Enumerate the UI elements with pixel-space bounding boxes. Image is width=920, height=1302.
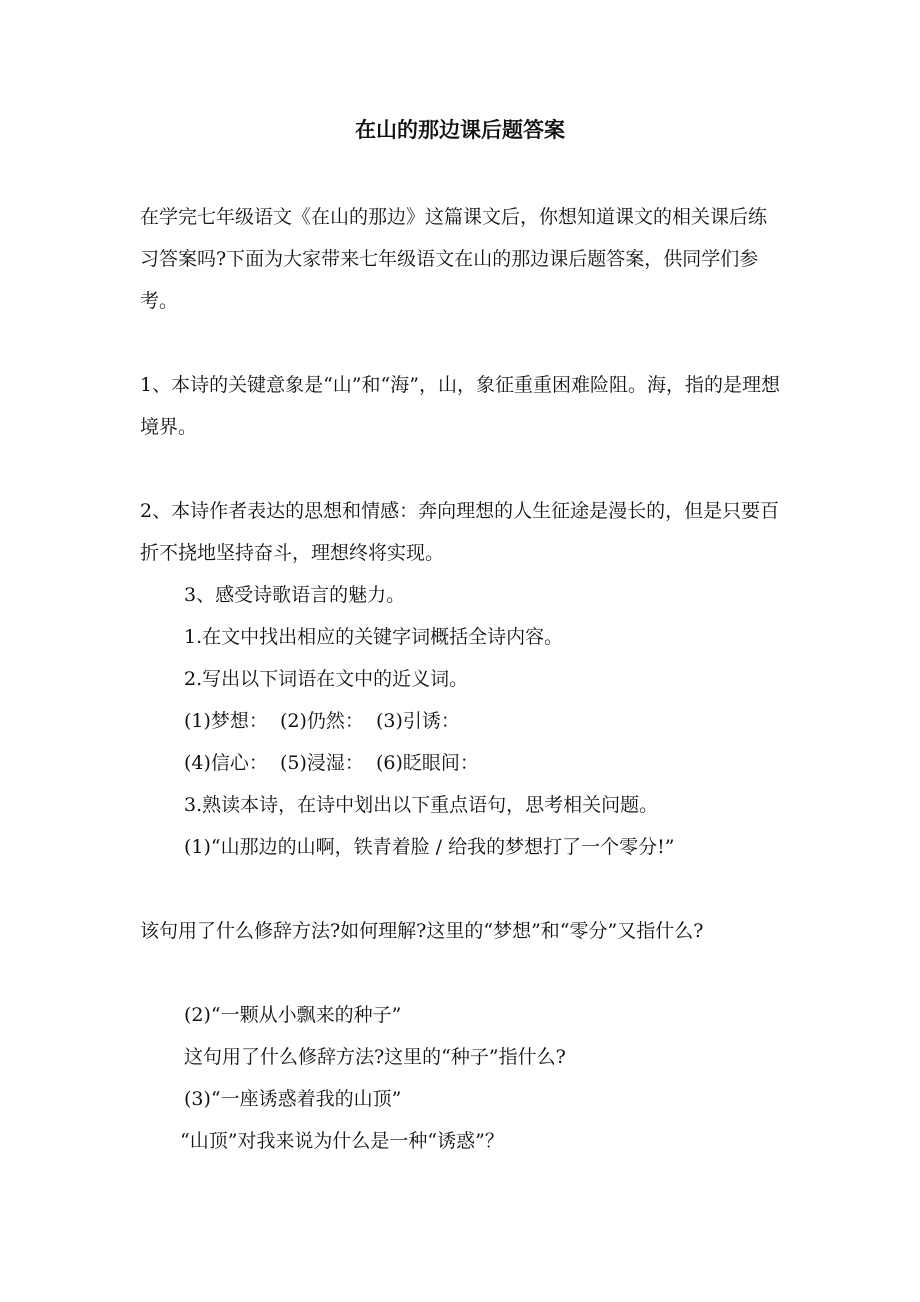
task-1-text: 1.在文中找出相应的关键字词概括全诗内容。 [184, 626, 564, 648]
intro-paragraph: 在学完七年级语文《在山的那边》这篇课文后，你想知道课文的相关课后练习答案吗?下面为大家带来七年级语文在山的那边课后题答案，供同学们参考。 [140, 206, 768, 312]
quote-1-text: (1)“山那边的山啊，铁青着脸 / 给我的梦想打了一个零分!” [184, 836, 675, 858]
task-2-text: 2.写出以下词语在文中的近义词。 [184, 668, 469, 690]
synonym-words-row-1: (1)梦想： (2)仍然： (3)引诱： [184, 710, 460, 732]
synonym-words-row-2: (4)信心： (5)浸湿： (6)眨眼间： [184, 752, 479, 774]
quote-2-text: (2)“一颗从小飘来的种子” [184, 1004, 402, 1026]
quote-3-text: (3)“一座诱惑着我的山顶” [184, 1088, 402, 1110]
page-title: 在山的那边课后题答案 [355, 117, 565, 142]
section-3-heading: 3、感受诗歌语言的魅力。 [184, 584, 406, 606]
answer-2-paragraph: 2、本诗作者表达的思想和情感：奔向理想的人生征途是漫长的，但是只要百折不挠地坚持奋斗，理想终将实现。 [140, 500, 780, 564]
answer-1-paragraph: 1、本诗的关键意象是“山”和“海”，山，象征重重困难险阻。海，指的是理想境界。 [140, 374, 780, 438]
question-3-text: “山顶”对我来说为什么是一种“诱惑”？ [180, 1130, 504, 1152]
question-2-text: 这句用了什么修辞方法?这里的“种子”指什么? [184, 1046, 566, 1068]
question-1-paragraph: 该句用了什么修辞方法?如何理解?这里的“梦想”和“零分”又指什么? [140, 920, 704, 942]
task-3-text: 3.熟读本诗，在诗中划出以下重点语句，思考相关问题。 [184, 794, 659, 816]
